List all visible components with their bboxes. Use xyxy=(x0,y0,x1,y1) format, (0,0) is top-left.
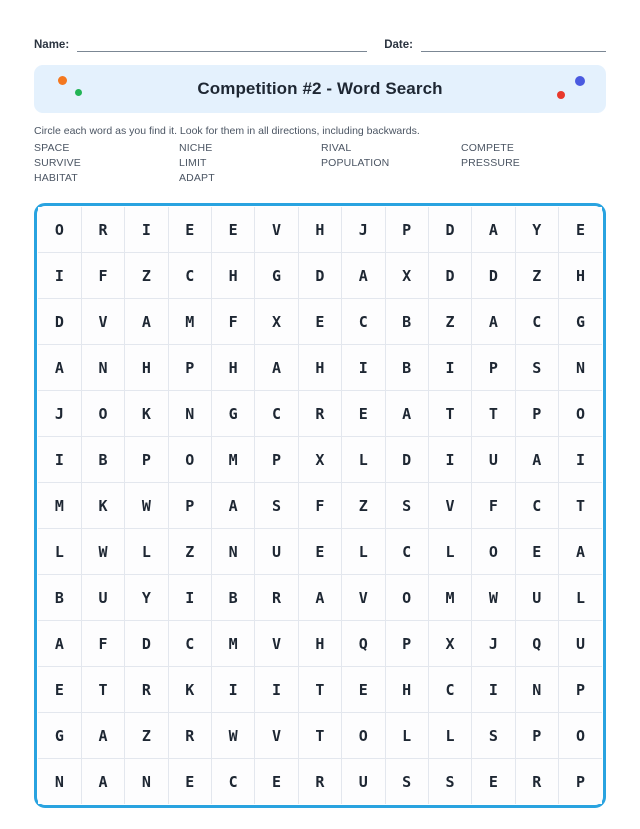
letter-cell[interactable]: N xyxy=(515,667,558,713)
letter-cell[interactable]: E xyxy=(168,759,211,805)
letter-cell[interactable]: A xyxy=(81,713,124,759)
letter-cell[interactable]: R xyxy=(298,759,341,805)
letter-cell[interactable]: E xyxy=(515,529,558,575)
letter-cell[interactable]: S xyxy=(385,483,428,529)
letter-cell[interactable]: U xyxy=(342,759,385,805)
letter-cell[interactable]: H xyxy=(125,345,168,391)
letter-cell[interactable]: M xyxy=(212,437,255,483)
letter-grid-row xyxy=(38,391,602,437)
green-dot-icon xyxy=(75,89,82,96)
letter-cell[interactable]: E xyxy=(342,391,385,437)
letter-grid-row xyxy=(38,759,602,805)
letter-cell[interactable]: C xyxy=(515,483,558,529)
name-date-row xyxy=(34,0,606,52)
letter-cell[interactable]: S xyxy=(255,483,298,529)
letter-cell[interactable]: O xyxy=(168,437,211,483)
date-field xyxy=(384,38,606,52)
letter-cell[interactable]: O xyxy=(81,391,124,437)
letter-cell[interactable]: N xyxy=(212,529,255,575)
letter-cell[interactable]: C xyxy=(515,299,558,345)
letter-cell[interactable]: I xyxy=(342,345,385,391)
letter-cell[interactable]: T xyxy=(298,713,341,759)
letter-cell[interactable]: R xyxy=(125,667,168,713)
word-list-item: POPULATION xyxy=(321,157,390,169)
letter-cell[interactable]: C xyxy=(168,253,211,299)
letter-grid-row xyxy=(38,345,602,391)
letter-cell[interactable]: V xyxy=(428,483,471,529)
letter-cell[interactable]: Q xyxy=(515,621,558,667)
letter-cell[interactable]: A xyxy=(125,299,168,345)
letter-cell[interactable]: L xyxy=(342,437,385,483)
letter-cell[interactable]: V xyxy=(255,713,298,759)
letter-cell[interactable]: C xyxy=(385,529,428,575)
letter-cell[interactable]: H xyxy=(559,253,603,299)
word-list-item: HABITAT xyxy=(34,172,78,184)
letter-cell[interactable]: I xyxy=(38,437,81,483)
letter-cell[interactable]: I xyxy=(472,667,515,713)
letter-cell[interactable]: G xyxy=(255,253,298,299)
letter-cell[interactable]: E xyxy=(168,207,211,253)
word-list xyxy=(34,141,606,186)
letter-cell[interactable]: V xyxy=(255,207,298,253)
letter-cell[interactable]: Z xyxy=(342,483,385,529)
letter-cell[interactable]: E xyxy=(212,207,255,253)
letter-cell[interactable]: K xyxy=(168,667,211,713)
letter-cell[interactable]: J xyxy=(472,621,515,667)
letter-cell[interactable]: E xyxy=(255,759,298,805)
letter-cell[interactable]: O xyxy=(559,391,603,437)
letter-cell[interactable]: J xyxy=(342,207,385,253)
word-list-item: ADAPT xyxy=(179,172,215,184)
letter-cell[interactable]: U xyxy=(255,529,298,575)
letter-cell[interactable]: L xyxy=(38,529,81,575)
letter-cell[interactable]: S xyxy=(428,759,471,805)
word-list-item: RIVAL xyxy=(321,142,352,154)
letter-cell[interactable]: B xyxy=(38,575,81,621)
letter-cell[interactable]: A xyxy=(342,253,385,299)
letter-cell[interactable]: H xyxy=(212,253,255,299)
word-list-item: PRESSURE xyxy=(461,157,520,169)
letter-grid-row xyxy=(38,299,602,345)
letter-cell[interactable]: P xyxy=(168,345,211,391)
letter-cell[interactable]: S xyxy=(385,759,428,805)
letter-cell[interactable]: T xyxy=(81,667,124,713)
letter-cell[interactable]: I xyxy=(428,437,471,483)
letter-cell[interactable]: Z xyxy=(515,253,558,299)
letter-cell[interactable]: W xyxy=(81,529,124,575)
letter-cell[interactable]: N xyxy=(38,759,81,805)
letter-cell[interactable]: R xyxy=(168,713,211,759)
letter-cell[interactable]: F xyxy=(81,253,124,299)
letter-cell[interactable]: W xyxy=(125,483,168,529)
instructions-text: Circle each word as you find it. Look for them in all directions, including backwards. xyxy=(34,125,420,137)
letter-cell[interactable]: G xyxy=(38,713,81,759)
letter-cell[interactable]: U xyxy=(472,437,515,483)
date-input-line[interactable] xyxy=(421,38,606,52)
letter-cell[interactable]: I xyxy=(255,667,298,713)
letter-cell[interactable]: R xyxy=(255,575,298,621)
letter-cell[interactable]: T xyxy=(559,483,603,529)
letter-cell[interactable]: V xyxy=(342,575,385,621)
letter-cell[interactable]: X xyxy=(428,621,471,667)
letter-cell[interactable]: A xyxy=(385,391,428,437)
letter-cell[interactable]: D xyxy=(298,253,341,299)
letter-cell[interactable]: V xyxy=(255,621,298,667)
letter-cell[interactable]: Y xyxy=(515,207,558,253)
letter-cell[interactable]: E xyxy=(342,667,385,713)
letter-cell[interactable]: K xyxy=(125,391,168,437)
letter-cell[interactable]: B xyxy=(212,575,255,621)
letter-cell[interactable]: D xyxy=(385,437,428,483)
letter-cell[interactable]: F xyxy=(298,483,341,529)
letter-cell[interactable]: P xyxy=(125,437,168,483)
letter-grid-row xyxy=(38,713,602,759)
letter-cell[interactable]: M xyxy=(38,483,81,529)
letter-cell[interactable]: V xyxy=(81,299,124,345)
letter-cell[interactable]: I xyxy=(38,253,81,299)
letter-cell[interactable]: G xyxy=(212,391,255,437)
letter-cell[interactable]: U xyxy=(515,575,558,621)
name-input-line[interactable] xyxy=(77,38,367,52)
letter-cell[interactable]: A xyxy=(212,483,255,529)
letter-cell[interactable]: C xyxy=(342,299,385,345)
letter-cell[interactable]: E xyxy=(472,759,515,805)
letter-cell[interactable]: L xyxy=(385,713,428,759)
letter-grid-row xyxy=(38,483,602,529)
letter-cell[interactable]: W xyxy=(212,713,255,759)
letter-cell[interactable]: Q xyxy=(342,621,385,667)
letter-cell[interactable]: Y xyxy=(125,575,168,621)
letter-cell[interactable]: D xyxy=(472,253,515,299)
letter-cell[interactable]: P xyxy=(559,667,603,713)
letter-grid-row xyxy=(38,621,602,667)
letter-cell[interactable]: H xyxy=(298,345,341,391)
letter-cell[interactable]: A xyxy=(515,437,558,483)
letter-cell[interactable]: T xyxy=(428,391,471,437)
letter-cell[interactable]: N xyxy=(81,345,124,391)
letter-cell[interactable]: L xyxy=(342,529,385,575)
letter-cell[interactable]: L xyxy=(428,529,471,575)
letter-cell[interactable]: R xyxy=(298,391,341,437)
word-search-grid xyxy=(34,203,606,808)
letter-cell[interactable]: R xyxy=(81,207,124,253)
letter-cell[interactable]: O xyxy=(385,575,428,621)
letter-cell[interactable]: Z xyxy=(428,299,471,345)
letter-grid-row xyxy=(38,529,602,575)
letter-cell[interactable]: C xyxy=(255,391,298,437)
letter-cell[interactable]: C xyxy=(168,621,211,667)
letter-cell[interactable]: T xyxy=(298,667,341,713)
letter-cell[interactable]: O xyxy=(342,713,385,759)
letter-cell[interactable]: P xyxy=(168,483,211,529)
letter-cell[interactable]: L xyxy=(559,575,603,621)
letter-cell[interactable]: H xyxy=(298,621,341,667)
letter-cell[interactable]: P xyxy=(472,345,515,391)
word-list-item: LIMIT xyxy=(179,157,207,169)
letter-cell[interactable]: E xyxy=(298,529,341,575)
letter-cell[interactable]: A xyxy=(559,529,603,575)
word-list-item: NICHE xyxy=(179,142,213,154)
letter-grid-row xyxy=(38,253,602,299)
letter-cell[interactable]: W xyxy=(472,575,515,621)
letter-cell[interactable]: N xyxy=(559,345,603,391)
letter-cell[interactable]: P xyxy=(515,391,558,437)
letter-cell[interactable]: K xyxy=(81,483,124,529)
letter-cell[interactable]: F xyxy=(472,483,515,529)
word-list-item: SPACE xyxy=(34,142,70,154)
letter-cell[interactable]: P xyxy=(255,437,298,483)
letter-cell[interactable]: I xyxy=(125,207,168,253)
letter-cell[interactable]: P xyxy=(559,759,603,805)
letter-cell[interactable]: E xyxy=(38,667,81,713)
letter-cell[interactable]: L xyxy=(125,529,168,575)
letter-cell[interactable]: O xyxy=(559,713,603,759)
letter-grid-row xyxy=(38,437,602,483)
letter-cell[interactable]: J xyxy=(38,391,81,437)
letter-cell[interactable]: I xyxy=(559,437,603,483)
title-banner xyxy=(34,65,606,113)
word-list-item: SURVIVE xyxy=(34,157,81,169)
letter-grid-table xyxy=(38,207,602,804)
letter-cell[interactable]: H xyxy=(385,667,428,713)
letter-cell[interactable]: A xyxy=(81,759,124,805)
letter-cell[interactable]: P xyxy=(515,713,558,759)
letter-cell[interactable]: D xyxy=(428,253,471,299)
word-list-item: COMPETE xyxy=(461,142,514,154)
orange-dot-icon xyxy=(58,76,67,85)
letter-cell[interactable]: D xyxy=(125,621,168,667)
letter-cell[interactable]: O xyxy=(472,529,515,575)
letter-cell[interactable]: N xyxy=(125,759,168,805)
letter-cell[interactable]: R xyxy=(515,759,558,805)
letter-cell[interactable]: A xyxy=(298,575,341,621)
name-field xyxy=(34,38,367,52)
letter-cell[interactable]: B xyxy=(385,299,428,345)
letter-cell[interactable]: P xyxy=(385,207,428,253)
letter-cell[interactable]: A xyxy=(472,207,515,253)
letter-cell[interactable]: E xyxy=(298,299,341,345)
letter-cell[interactable]: X xyxy=(385,253,428,299)
letter-cell[interactable]: H xyxy=(298,207,341,253)
letter-cell[interactable]: G xyxy=(559,299,603,345)
letter-cell[interactable]: N xyxy=(168,391,211,437)
letter-grid-row xyxy=(38,575,602,621)
letter-cell[interactable]: I xyxy=(428,345,471,391)
blue-dot-icon xyxy=(575,76,585,86)
letter-cell[interactable]: X xyxy=(298,437,341,483)
letter-cell[interactable]: Z xyxy=(125,713,168,759)
letter-cell[interactable]: D xyxy=(428,207,471,253)
letter-cell[interactable]: M xyxy=(428,575,471,621)
letter-cell[interactable]: D xyxy=(38,299,81,345)
page-title: Competition #2 - Word Search xyxy=(197,79,443,98)
letter-cell[interactable]: C xyxy=(212,759,255,805)
letter-cell[interactable]: H xyxy=(212,345,255,391)
letter-cell[interactable]: A xyxy=(38,345,81,391)
red-dot-icon xyxy=(557,91,565,99)
letter-cell[interactable]: F xyxy=(212,299,255,345)
letter-cell[interactable]: U xyxy=(81,575,124,621)
letter-cell[interactable]: P xyxy=(385,621,428,667)
letter-cell[interactable]: F xyxy=(81,621,124,667)
letter-cell[interactable]: I xyxy=(168,575,211,621)
letter-cell[interactable]: Z xyxy=(168,529,211,575)
letter-cell[interactable]: A xyxy=(255,345,298,391)
letter-cell[interactable]: M xyxy=(168,299,211,345)
name-label: Name: xyxy=(34,39,70,51)
letter-cell[interactable]: A xyxy=(472,299,515,345)
letter-cell[interactable]: E xyxy=(559,207,603,253)
letter-cell[interactable]: L xyxy=(428,713,471,759)
date-label: Date: xyxy=(384,39,413,51)
letter-cell[interactable]: X xyxy=(255,299,298,345)
letter-cell[interactable]: B xyxy=(81,437,124,483)
letter-cell[interactable]: S xyxy=(515,345,558,391)
letter-cell[interactable]: M xyxy=(212,621,255,667)
letter-cell[interactable]: T xyxy=(472,391,515,437)
letter-grid-row xyxy=(38,207,602,253)
letter-cell[interactable]: B xyxy=(385,345,428,391)
letter-cell[interactable]: C xyxy=(428,667,471,713)
letter-grid-row xyxy=(38,667,602,713)
letter-cell[interactable]: A xyxy=(38,621,81,667)
letter-cell[interactable]: O xyxy=(38,207,81,253)
letter-cell[interactable]: Z xyxy=(125,253,168,299)
letter-cell[interactable]: S xyxy=(472,713,515,759)
letter-cell[interactable]: I xyxy=(212,667,255,713)
letter-grid-body xyxy=(38,207,602,804)
letter-cell[interactable]: U xyxy=(559,621,603,667)
